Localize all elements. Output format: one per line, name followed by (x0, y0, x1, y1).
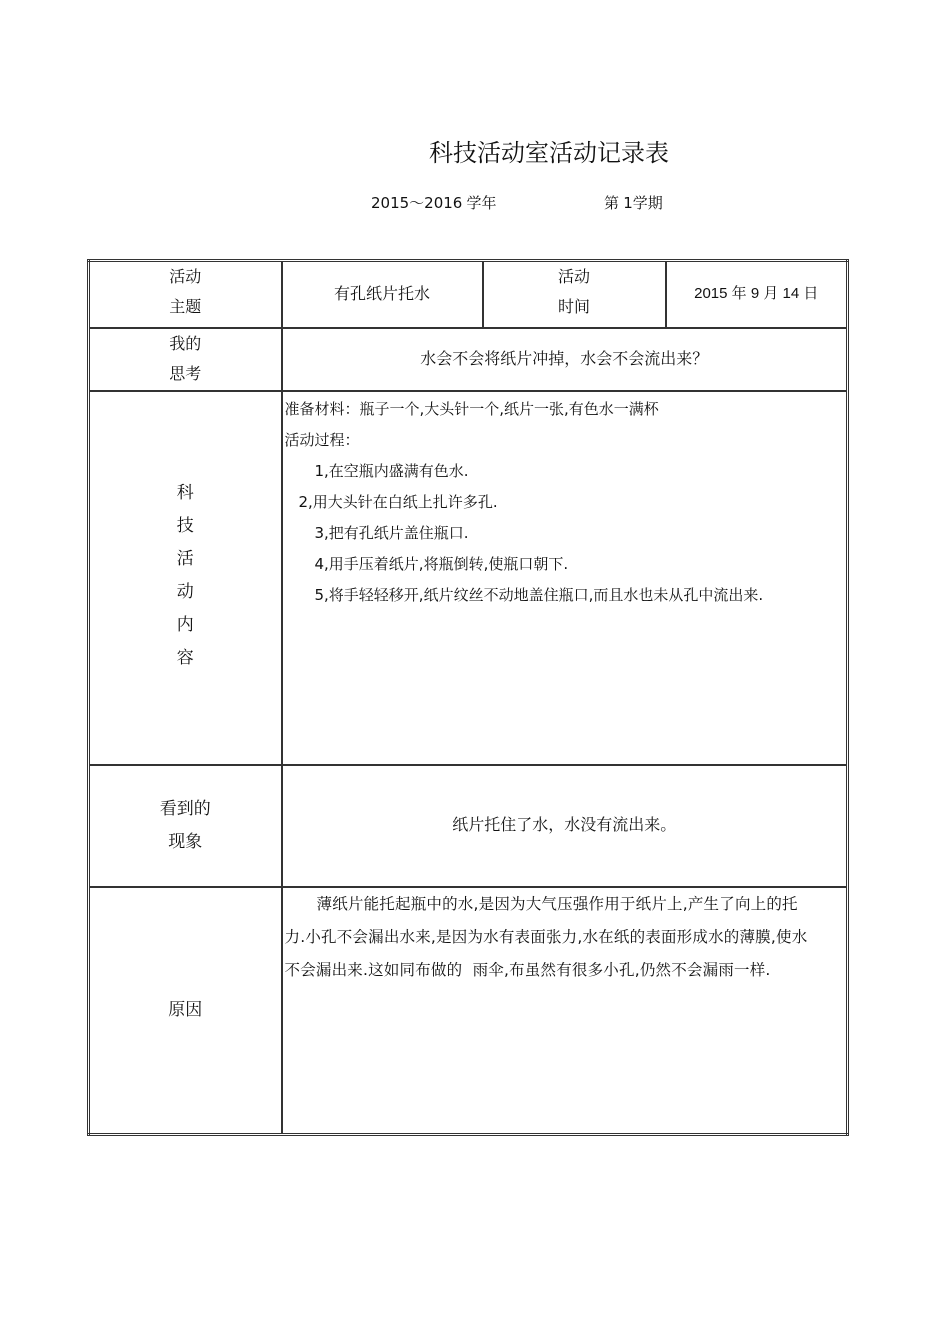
term-prefix: 第 (604, 194, 620, 212)
observed-label-line-2: 现象 (168, 831, 203, 852)
content-label-char: 科 (176, 482, 194, 503)
school-year (371, 192, 497, 213)
content-row (89, 391, 848, 765)
topic-row (89, 261, 848, 328)
term-number: 1 (623, 194, 633, 212)
content-text (283, 392, 847, 611)
observed-row (89, 765, 848, 887)
reason-text (283, 888, 847, 987)
time-label (483, 261, 666, 328)
step-3: 3,把有孔纸片盖住瓶口. (314, 523, 469, 542)
observed-label (89, 765, 282, 887)
year-suffix: 学年 (466, 194, 497, 212)
activity-record-table (87, 259, 849, 1136)
thinking-value: 水会不会将纸片冲掉，水会不会流出来？ (282, 328, 848, 391)
semester (604, 192, 663, 213)
content-label (89, 391, 282, 765)
reason-value (282, 887, 848, 1135)
thinking-label-line-1: 我的 (169, 333, 202, 353)
time-label-line-2: 时间 (557, 297, 590, 317)
content-label-char: 动 (176, 581, 194, 602)
topic-label-line-2: 主题 (169, 297, 202, 317)
topic-value: 有孔纸片托水 (282, 261, 483, 328)
reason-row (89, 887, 848, 1135)
content-label-char: 容 (176, 647, 194, 668)
thinking-label-line-2: 思考 (169, 364, 202, 384)
topic-label-line-1: 活动 (169, 267, 202, 286)
reason-line-1: 薄纸片能托起瓶中的水,是因为大气压强作用于纸片上,产生了向上的托 (316, 894, 798, 913)
time-label-line-1: 活动 (557, 267, 590, 286)
step-2: 2,用大头针在白纸上扎许多孔. (298, 492, 498, 511)
content-value (282, 391, 848, 765)
reason-line-3: 不会漏出来.这如同布做的 雨伞,布虽然有很多小孔,仍然不会漏雨一样. (284, 960, 771, 979)
step-5: 5,将手轻轻移开,纸片纹丝不动地盖住瓶口,而且水也未从孔中流出来. (314, 585, 764, 604)
time-value: 2015 年 9 月 14 日 (666, 261, 848, 328)
thinking-label (89, 328, 282, 391)
process-label: 活动过程： (284, 430, 360, 449)
materials-line: 准备材料：瓶子一个,大头针一个,纸片一张,有色水一满杯 (284, 399, 659, 418)
year-range: 2015～2016 (371, 194, 463, 212)
content-label-char: 活 (176, 548, 194, 569)
observed-label-line-1: 看到的 (159, 798, 211, 819)
thinking-row (89, 328, 848, 391)
content-label-char: 内 (176, 614, 194, 635)
observed-value: 纸片托住了水，水没有流出来。 (282, 765, 848, 887)
step-1: 1,在空瓶内盛满有色水. (314, 461, 469, 480)
content-label-char: 技 (176, 515, 194, 536)
reason-line-2: 力.小孔不会漏出水来,是因为水有表面张力,水在纸的表面形成水的薄膜,使水 (284, 927, 808, 946)
term-suffix: 学期 (632, 194, 663, 212)
page-title: 科技活动室活动记录表 (429, 139, 669, 167)
topic-label (89, 261, 282, 328)
step-4: 4,用手压着纸片,将瓶倒转,使瓶口朝下. (314, 554, 569, 573)
reason-label: 原因 (89, 887, 282, 1135)
